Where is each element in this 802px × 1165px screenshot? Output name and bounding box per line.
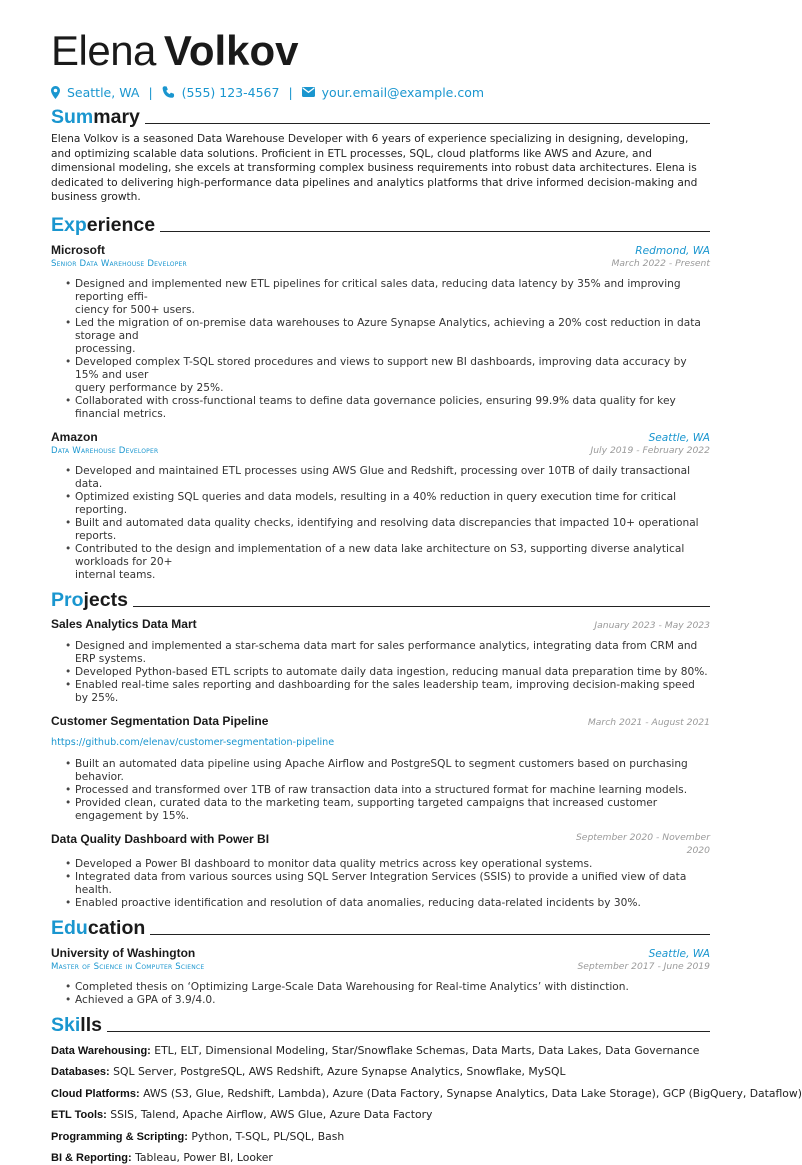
list-item: • Designed and implemented a star-schema data mart for sales performance analytics, integrating data from CRM and ERP systems.	[65, 640, 710, 666]
bullet-list	[65, 758, 710, 823]
education-dates: September 2017 - June 2019	[577, 961, 710, 972]
list-item: • Led the migration of on-premise data warehouses to Azure Synapse Analytics, achieving a 20% cost reduction in data storage and processing.	[65, 317, 710, 356]
company-name: Microsoft	[51, 243, 105, 257]
contact-separator: |	[288, 85, 292, 100]
summary-heading: Sum mary	[51, 106, 710, 128]
project-dates: March 2021 - August 2021	[588, 717, 710, 728]
first-name: Elena	[51, 27, 156, 74]
section-rule	[145, 123, 710, 124]
map-pin-icon	[51, 86, 60, 99]
contact-separator: |	[148, 85, 152, 100]
bullet-list	[65, 981, 710, 1007]
section-rule	[150, 934, 710, 935]
list-item: • Designed and implemented new ETL pipelines for critical sales data, reducing data latency by 35% and improving reporting effi- ciency for 500+ users.	[65, 278, 710, 317]
education-entry	[51, 946, 710, 1007]
list-item: • Enabled proactive identification and resolution of data anomalies, reducing data-related incidents by 30%.	[65, 897, 710, 910]
list-item: • Achieved a GPA of 3.9/4.0.	[65, 994, 710, 1007]
experience-heading: Exp erience	[51, 214, 710, 236]
project-entry	[51, 617, 710, 705]
list-item: • Built an automated data pipeline using Apache Airflow and PostgreSQL to segment customers based on purchasing behavior.	[65, 758, 710, 784]
skills-heading: Ski lls	[51, 1014, 710, 1036]
contact-email[interactable]: your.email@example.com	[322, 85, 484, 100]
list-item: • Contributed to the design and implementation of a new data lake architecture on S3, supporting diverse analytical workloads for 20+ internal teams.	[65, 543, 710, 582]
project-title: Customer Segmentation Data Pipeline	[51, 714, 268, 728]
last-name: Volkov	[164, 27, 299, 74]
project-link[interactable]: https://github.com/elenav/customer-segmentation-pipeline	[51, 737, 334, 748]
bullet-list	[65, 465, 710, 582]
project-entry	[51, 714, 710, 823]
projects-heading: Pro jects	[51, 589, 710, 611]
project-dates: January 2023 - May 2023	[594, 620, 710, 631]
education-heading: Edu cation	[51, 917, 710, 939]
candidate-name	[51, 28, 710, 74]
section-rule	[160, 231, 710, 232]
list-item: • Developed a Power BI dashboard to monitor data quality metrics across key operational systems.	[65, 858, 710, 871]
list-item: • Enabled real-time sales reporting and dashboarding for the sales leadership team, improving decision-making speed by 25%.	[65, 679, 710, 705]
list-item: • Developed Python-based ETL scripts to automate daily data ingestion, reducing manual data preparation time by 80%.	[65, 666, 710, 679]
skill-row: ETL Tools: SSIS, Talend, Apache Airflow, AWS Glue, Azure Data Factory	[51, 1108, 710, 1122]
summary-text: Elena Volkov is a seasoned Data Warehouse Developer with 6 years of experience specializing in designing, developing, and optimizing scalable data solutions. Proficient in ETL processes, SQL, cloud platforms like AWS and Azure, and dimensional modeling, she excels at transforming complex business requirements into robust data architectures. Elena is dedicated to delivering high-performance data pipelines and analytics platforms that drive informed decision-making and business growth.	[51, 132, 710, 205]
section-rule	[133, 606, 710, 607]
skill-row: BI & Reporting: Tableau, Power BI, Looker	[51, 1151, 710, 1165]
skill-row: Data Warehousing: ETL, ELT, Dimensional Modeling, Star/Snowflake Schemas, Data Marts, Data Lakes, Data Governance	[51, 1044, 710, 1058]
experience-entry	[51, 430, 710, 582]
school-location: Seattle, WA	[649, 948, 710, 960]
contact-phone[interactable]: (555) 123-4567	[182, 85, 280, 100]
phone-icon	[162, 86, 175, 99]
school-name: University of Washington	[51, 946, 195, 960]
list-item: • Collaborated with cross-functional teams to define data governance policies, ensuring 99.9% data quality for key financial metrics.	[65, 395, 710, 421]
list-item: • Completed thesis on ‘Optimizing Large-Scale Data Warehousing for Real-time Analytics’ with distinction.	[65, 981, 710, 994]
contact-bar	[51, 84, 710, 100]
section-rule	[107, 1031, 710, 1032]
degree: Master of Science in Computer Science	[51, 962, 204, 972]
skill-row: Databases: SQL Server, PostgreSQL, AWS Redshift, Azure Synapse Analytics, Snowflake, MySQL	[51, 1065, 710, 1079]
job-location: Seattle, WA	[649, 432, 710, 444]
list-item: • Developed complex T-SQL stored procedures and views to support new BI dashboards, improving data accuracy by 15% and user query performance by 25%.	[65, 356, 710, 395]
job-title: Data Warehouse Developer	[51, 446, 158, 456]
job-title: Senior Data Warehouse Developer	[51, 259, 187, 269]
bullet-list	[65, 640, 710, 705]
job-dates: March 2022 - Present	[611, 258, 710, 269]
project-entry	[51, 832, 710, 910]
skill-row: Cloud Platforms: AWS (S3, Glue, Redshift, Lambda), Azure (Data Factory, Synapse Analytics, Data Lake Storage), GCP (BigQuery, Dataflow)	[51, 1087, 710, 1101]
project-title: Data Quality Dashboard with Power BI	[51, 832, 269, 846]
list-item: • Developed and maintained ETL processes using AWS Glue and Redshift, processing over 10TB of daily transactional data.	[65, 465, 710, 491]
bullet-list	[65, 858, 710, 910]
skill-row: Programming & Scripting: Python, T-SQL, PL/SQL, Bash	[51, 1130, 710, 1144]
list-item: • Integrated data from various sources using SQL Server Integration Services (SSIS) to provide a unified view of data health.	[65, 871, 710, 897]
list-item: • Optimized existing SQL queries and data models, resulting in a 40% reduction in query execution time for critical reporting.	[65, 491, 710, 517]
contact-location: Seattle, WA	[67, 85, 139, 100]
job-location: Redmond, WA	[635, 245, 710, 257]
list-item: • Built and automated data quality checks, identifying and resolving data discrepancies that impacted 10+ operational reports.	[65, 517, 710, 543]
project-dates: September 2020 - November 2020	[576, 831, 710, 857]
resume-page	[51, 28, 710, 1165]
experience-entry	[51, 243, 710, 421]
job-dates: July 2019 - February 2022	[591, 445, 711, 456]
skills-list	[51, 1044, 710, 1165]
bullet-list	[65, 278, 710, 421]
project-title: Sales Analytics Data Mart	[51, 617, 197, 631]
list-item: • Provided clean, curated data to the marketing team, supporting targeted campaigns that increased customer engagement by 15%.	[65, 797, 710, 823]
company-name: Amazon	[51, 430, 98, 444]
envelope-icon	[302, 87, 315, 97]
list-item: • Processed and transformed over 1TB of raw transaction data into a structured format for machine learning models.	[65, 784, 710, 797]
